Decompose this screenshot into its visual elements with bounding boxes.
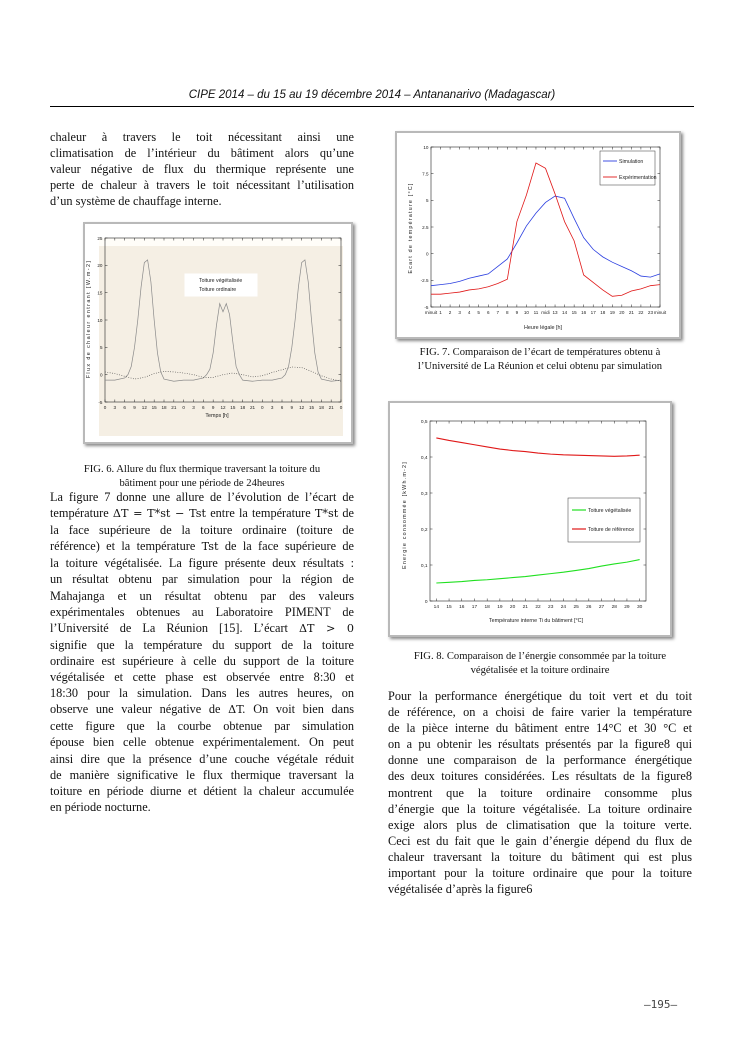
fig7-y-tick-label: 2.5 [422, 224, 429, 230]
fig6-x-tick-label: 21 [328, 405, 334, 410]
text-line [50, 538, 354, 555]
fig6-x-tick-label: 6 [202, 405, 205, 410]
figure-8 [388, 401, 672, 637]
fig6-x-axis-label: Temps [h] [205, 413, 229, 419]
caption-line: bâtiment pour une période de 24heures [119, 477, 285, 489]
fig6-x-tick-label: 15 [151, 405, 157, 410]
fig7-y-tick-label: -2.5 [420, 278, 429, 284]
paragraph-left-main [50, 489, 354, 815]
fig6-x-tick-label: 0 [261, 405, 264, 410]
fig7-x-tick-label: 2 [448, 310, 452, 315]
fig6-legend-entry: Toiture végétalisée [199, 278, 243, 284]
text-line: 18:30 pour la simulation. Dans les autres heures, on [50, 686, 354, 701]
fig8-y-tick-label: 0,4 [420, 455, 428, 461]
fig7-x-tick-label: 23 [647, 310, 654, 315]
fig8-x-tick-label: 29 [624, 605, 630, 610]
page-number: –195– [644, 998, 678, 1011]
fig8-x-tick-label: 14 [433, 605, 440, 610]
fig6-x-tick-label: 0 [182, 405, 185, 410]
fig8-x-tick-label: 28 [611, 605, 617, 610]
text-line: végétalisée et cette phase est observée entre 8:30 et [50, 670, 354, 685]
text-line: la face supérieure de la toiture ordinaire (toiture de [50, 523, 354, 538]
text-line: toiture en période diurne et détient la chaleur accumulée [50, 783, 354, 798]
text-line: un résultat obtenu par simulation pour la région de [50, 572, 354, 587]
text-line: valeur négative de flux du thermique représente une [50, 162, 354, 177]
fig7-legend-entry: Expérimentation [619, 175, 657, 181]
text-line: La figure 7 donne une allure de l’évolution de l’écart de [50, 490, 354, 504]
fig8-x-tick-label: 16 [459, 605, 465, 610]
fig8-x-tick-label: 20 [509, 605, 516, 610]
text-line: important pour la toiture ordinaire que pour la toiture [388, 866, 692, 881]
fig7-x-axis-label: Heure légale [h] [523, 325, 563, 331]
fig8-x-tick-label: 17 [471, 605, 478, 610]
math-delta-t-formula: ΔT = T*st − Tst [112, 507, 207, 521]
math-delta-t-positive: ΔT > 0 [298, 621, 354, 635]
text-line: cette figure que la courbe obtenue par simulation [50, 719, 354, 734]
text-line: de référence, on a choisi de faire varier la température [388, 705, 692, 720]
fig7-x-tick-label: 5 [477, 310, 480, 315]
fig7-x-tick-label: 16 [581, 310, 587, 315]
fig8-x-tick-label: 24 [560, 605, 567, 610]
figure-7 [395, 131, 681, 339]
text-line: Pour la performance énergétique du toit vert et du toit [388, 689, 692, 703]
fig7-x-tick-label: 14 [562, 310, 568, 315]
text-line: en période nocturne. [50, 799, 151, 814]
fig6-y-axis-label: Flux de chaleur entrant [W.m-2] [86, 259, 92, 379]
fig6-x-tick-label: 15 [308, 405, 315, 410]
fig8-x-tick-label: 15 [446, 605, 452, 610]
fig8-caption [388, 650, 692, 677]
text-line: chaleur traversant la toiture du bâtiment qui est plus [388, 849, 692, 864]
math-delta-t: ΔT. [228, 703, 246, 717]
fig7-x-tick-label: 15 [571, 310, 577, 315]
fig6-x-tick-label: 21 [249, 405, 256, 410]
caption-line: FIG. 7. Comparaison de l’écart de températures obtenu à [419, 347, 661, 358]
text-span: référence) et la température [50, 539, 196, 554]
fig6-x-tick-label: 0 [339, 405, 343, 410]
fig6-caption [50, 463, 354, 490]
fig7-x-tick-label: 18 [600, 310, 606, 315]
fig7-x-tick-label: minuit [653, 310, 667, 315]
fig6-x-tick-label: 12 [220, 405, 226, 410]
fig7-y-tick-label: 7.5 [422, 171, 429, 177]
fig8-y-tick-label: 0,3 [420, 491, 428, 497]
fig8-x-tick-label: 21 [522, 605, 528, 610]
fig8-x-tick-label: 19 [497, 605, 503, 610]
fig6-x-tick-label: 18 [240, 405, 246, 410]
fig7-x-tick-label: 10 [523, 310, 529, 315]
text-line: la toiture végétalisée. La figure présente deux résultats : [50, 556, 354, 571]
fig7-y-tick-label: 5 [425, 198, 429, 204]
fig8-x-tick-label: 18 [484, 605, 490, 610]
fig6-y-tick-label: 25 [97, 235, 103, 241]
caption-line: végétalisée et la toiture ordinaire [470, 664, 610, 676]
text-line: de manière significative le flux thermique traversant la [50, 767, 354, 782]
fig6-y-tick-label: 10 [97, 317, 103, 323]
caption-line: FIG. 8. Comparaison de l’énergie consommée par la toiture [413, 651, 667, 662]
fig8-x-tick-label: 23 [548, 605, 554, 610]
fig7-chart [397, 133, 679, 337]
text-line: Ceci est du fait que le gain d’énergie dépend du flux de [388, 833, 692, 848]
text-line: signifie que la température du support de la toiture [50, 637, 354, 652]
text-span: de [342, 506, 355, 521]
text-line: végétalisée d’après la figure6 [388, 882, 533, 897]
text-line: de la pièce interne du bâtiment entre 14°C et 30 °C et [388, 721, 692, 736]
text-line: donne une comparaison de la performance énergétique [388, 753, 692, 768]
fig7-x-tick-label: minuit [424, 310, 438, 315]
fig8-x-tick-label: 27 [598, 605, 605, 610]
text-span: On voit bien dans [253, 702, 355, 717]
text-line: exige alors plus de climatisation que la toiture verte. [388, 817, 692, 832]
fig6-y-tick-label: 15 [97, 290, 103, 296]
caption-line: FIG. 6. Allure du flux thermique traversant la toiture du [83, 464, 321, 475]
fig8-x-axis-label: Température interne Ti du bâtiment [°C] [488, 618, 584, 624]
fig6-x-tick-label: 3 [270, 405, 274, 410]
fig6-x-tick-label: 21 [171, 405, 177, 410]
fig7-y-axis-label: Ecart de température [°C] [408, 182, 414, 274]
text-line: montrent que la toiture ordinaire consomme plus [388, 785, 692, 800]
fig7-y-tick-label: -5 [424, 304, 429, 310]
fig7-x-tick-label: 21 [628, 310, 634, 315]
fig6-legend-entry: Toiture ordinaire [199, 287, 237, 293]
text-span: de la face supérieure de [224, 539, 354, 554]
fig8-y-axis-label: Energie consommée [kWh.m-2] [402, 461, 408, 569]
fig6-x-tick-label: 15 [230, 405, 236, 410]
fig7-x-tick-label: 6 [486, 310, 490, 315]
fig7-x-tick-label: 7 [496, 310, 500, 315]
fig7-x-tick-label: 1 [439, 310, 442, 315]
fig7-x-tick-label: 11 [533, 310, 539, 315]
fig8-x-tick-label: 25 [573, 605, 579, 610]
text-line: des deux toitures considérées. Les résultats de la figure8 [388, 769, 692, 784]
fig8-x-tick-label: 26 [586, 605, 592, 610]
text-line [50, 620, 354, 637]
fig7-x-tick-label: midi [541, 310, 550, 315]
text-line: expérimentales obtenues au Laboratoire PIMENT de [50, 604, 354, 619]
paragraph-right [388, 688, 692, 897]
math-t-star-st: T*st [314, 507, 339, 521]
fig6-x-tick-label: 9 [211, 405, 215, 410]
text-line: ainsi dire que la présence d’une couche végétale réduit [50, 751, 354, 766]
text-line: climatisation de l’intérieur du bâtiment alors qu’une [50, 146, 354, 161]
fig6-y-tick-label: 5 [99, 345, 103, 351]
fig6-y-tick-label: -5 [98, 399, 103, 405]
figure-6 [83, 222, 353, 444]
header-rule [50, 106, 694, 107]
fig8-x-tick-label: 30 [636, 605, 643, 610]
fig6-x-tick-label: 9 [133, 405, 136, 410]
fig6-x-tick-label: 18 [161, 405, 167, 410]
text-line: d’un système de chauffage interne. [50, 194, 222, 209]
fig7-x-tick-label: 9 [515, 310, 519, 315]
fig7-x-tick-label: 17 [590, 310, 596, 315]
fig7-x-tick-label: 20 [619, 310, 625, 315]
text-span: l’Université de La Réunion [15]. L’écart [50, 620, 288, 635]
fig6-chart [85, 224, 351, 442]
text-line: perte de chaleur à travers le toit nécessitant l’utilisation [50, 178, 354, 193]
text-span: température [50, 506, 109, 521]
fig8-x-tick-label: 22 [535, 605, 541, 610]
fig6-x-tick-label: 3 [113, 405, 117, 410]
text-line [50, 701, 354, 718]
fig6-x-tick-label: 3 [192, 405, 195, 410]
text-line: épouse bien celle obtenue expérimentalement. On peut [50, 735, 354, 750]
text-line: Mahajanga et un résultat obtenu par des valeurs [50, 588, 354, 603]
text-line [50, 505, 354, 522]
running-header: CIPE 2014 – du 15 au 19 décembre 2014 – Antananarivo (Madagascar) [188, 89, 556, 101]
fig6-x-tick-label: 12 [299, 405, 305, 410]
fig6-x-tick-label: 0 [103, 405, 107, 410]
fig7-x-tick-label: 22 [638, 310, 644, 315]
fig7-y-tick-label: 10 [423, 144, 429, 150]
fig8-legend-entry: Toiture de référence [588, 527, 635, 533]
fig6-x-tick-label: 6 [123, 405, 126, 410]
text-line: chaleur à travers le toit nécessitant ainsi une [50, 130, 354, 144]
fig7-x-tick-label: 4 [467, 310, 471, 315]
fig8-y-tick-label: 0,1 [420, 563, 428, 569]
fig6-x-tick-label: 6 [280, 405, 284, 410]
caption-line: l’Université de La Réunion et celui obtenu par simulation [417, 360, 663, 372]
text-span: observe une valeur négative de [50, 702, 221, 717]
fig7-x-tick-label: 3 [458, 310, 461, 315]
text-line: ordinaire est supérieure à celle du support de la toiture [50, 653, 354, 668]
text-line: on a pu obtenir les résultats présentés par la figure8 qui [388, 737, 692, 752]
fig6-x-tick-label: 18 [318, 405, 324, 410]
fig7-x-tick-label: 19 [609, 310, 615, 315]
fig8-legend-box [568, 498, 640, 542]
fig6-y-tick-label: 20 [97, 263, 103, 269]
fig8-y-tick-label: 0,5 [420, 419, 428, 425]
math-t-st: Tst [201, 540, 219, 554]
text-line: d’énergie que la toiture végétalisée. La toiture ordinaire [388, 801, 692, 816]
fig6-x-tick-label: 12 [141, 405, 147, 410]
fig7-legend-entry: Simulation [619, 159, 644, 165]
fig7-y-tick-label: 0 [425, 251, 429, 257]
fig6-y-tick-label: 0 [99, 372, 103, 378]
fig8-y-tick-label: 0,2 [420, 527, 428, 533]
text-span: entre la température [210, 506, 311, 521]
fig6-x-tick-label: 9 [290, 405, 294, 410]
fig8-legend-entry: Toiture végétalisée [588, 508, 632, 514]
fig7-x-tick-label: 13 [552, 310, 558, 315]
paragraph-left-top [50, 129, 354, 209]
fig8-chart [390, 403, 670, 635]
fig7-caption [388, 346, 692, 373]
fig8-y-tick-label: 0 [424, 599, 428, 605]
fig7-x-tick-label: 8 [506, 310, 509, 315]
